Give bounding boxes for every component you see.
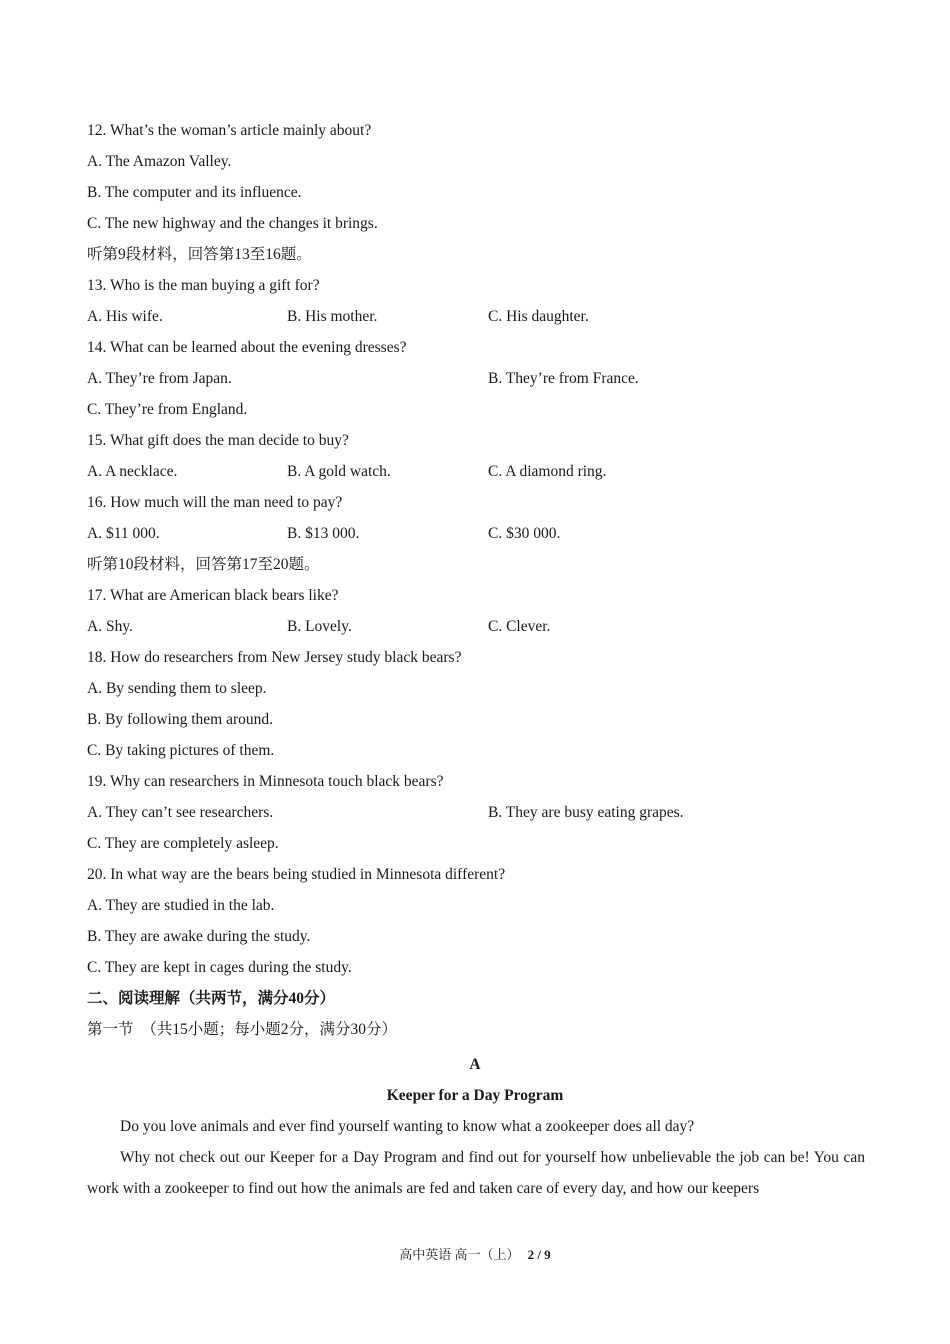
question-13-stem: 13. Who is the man buying a gift for? — [87, 277, 320, 294]
question-19-option-a: A. They can’t see researchers. — [87, 804, 274, 821]
question-16-stem: 16. How much will the man need to pay? — [87, 494, 343, 511]
question-20-option-c: C. They are kept in cages during the study. — [87, 959, 352, 976]
page-footer — [0, 1243, 950, 1267]
question-15-options — [87, 456, 887, 487]
question-15-option-a: A. A necklace. — [87, 463, 178, 480]
section-9-instruction: 听第9段材料，回答第13至16题。 — [87, 246, 312, 263]
question-19-options-ab — [87, 797, 887, 828]
question-12-option-a: A. The Amazon Valley. — [87, 153, 232, 170]
question-13-options — [87, 301, 887, 332]
section-10-instruction: 听第10段材料，回答第17至20题。 — [87, 556, 320, 573]
question-17-stem: 17. What are American black bears like? — [87, 587, 339, 604]
question-18-option-c: C. By taking pictures of them. — [87, 742, 275, 759]
page-number: 2 / 9 — [527, 1247, 551, 1262]
question-13-option-b: B. His mother. — [287, 308, 378, 325]
question-18-option-a: A. By sending them to sleep. — [87, 680, 267, 697]
question-14-option-a: A. They’re from Japan. — [87, 370, 232, 387]
question-16-options — [87, 518, 887, 549]
question-15-stem: 15. What gift does the man decide to buy? — [87, 432, 349, 449]
question-18-option-b: B. By following them around. — [87, 711, 273, 728]
question-19-option-c: C. They are completely asleep. — [87, 835, 279, 852]
question-17-option-c: C. Clever. — [488, 618, 551, 635]
question-16-option-c: C. $30 000. — [488, 525, 561, 542]
question-15-option-b: B. A gold watch. — [287, 463, 391, 480]
question-14-options-ab — [87, 363, 887, 394]
question-20-stem: 20. In what way are the bears being studied in Minnesota different? — [87, 866, 506, 883]
question-13-option-a: A. His wife. — [87, 308, 163, 325]
footer-subject: 高中英语 高一（上） — [399, 1247, 520, 1262]
question-15-option-c: C. A diamond ring. — [488, 463, 607, 480]
passage-paragraph-2: Why not check out our Keeper for a Day Program and find out for yourself how unbelievable the job can be! You can work with a zookeeper to find out how the animals are fed and taken care of every day, and how our keepers — [87, 1149, 865, 1197]
question-16-option-a: A. $11 000. — [87, 525, 160, 542]
question-19-stem: 19. Why can researchers in Minnesota touch black bears? — [87, 773, 444, 790]
question-18-stem: 18. How do researchers from New Jersey study black bears? — [87, 649, 462, 666]
question-14-stem: 14. What can be learned about the evening dresses? — [87, 339, 407, 356]
question-20-option-a: A. They are studied in the lab. — [87, 897, 275, 914]
passage-letter: A — [469, 1056, 481, 1073]
question-17-options — [87, 611, 887, 642]
question-17-option-b: B. Lovely. — [287, 618, 352, 635]
question-13-option-c: C. His daughter. — [488, 308, 589, 325]
question-17-option-a: A. Shy. — [87, 618, 133, 635]
question-14-option-b: B. They’re from France. — [488, 370, 639, 387]
passage-title: Keeper for a Day Program — [386, 1087, 564, 1104]
question-12-option-b: B. The computer and its influence. — [87, 184, 302, 201]
question-12-stem: 12. What’s the woman’s article mainly about? — [87, 122, 372, 139]
question-12-option-c: C. The new highway and the changes it brings. — [87, 215, 378, 232]
question-16-option-b: B. $13 000. — [287, 525, 360, 542]
passage-paragraph-1: Do you love animals and ever find yourself wanting to know what a zookeeper does all day? — [120, 1118, 695, 1135]
part-2-heading: 二、阅读理解（共两节，满分40分） — [87, 990, 336, 1007]
question-20-option-b: B. They are awake during the study. — [87, 928, 311, 945]
section-1-heading: 第一节 （共15小题；每小题2分，满分30分） — [87, 1021, 398, 1038]
question-14-option-c: C. They’re from England. — [87, 401, 248, 418]
question-19-option-b: B. They are busy eating grapes. — [488, 804, 684, 821]
